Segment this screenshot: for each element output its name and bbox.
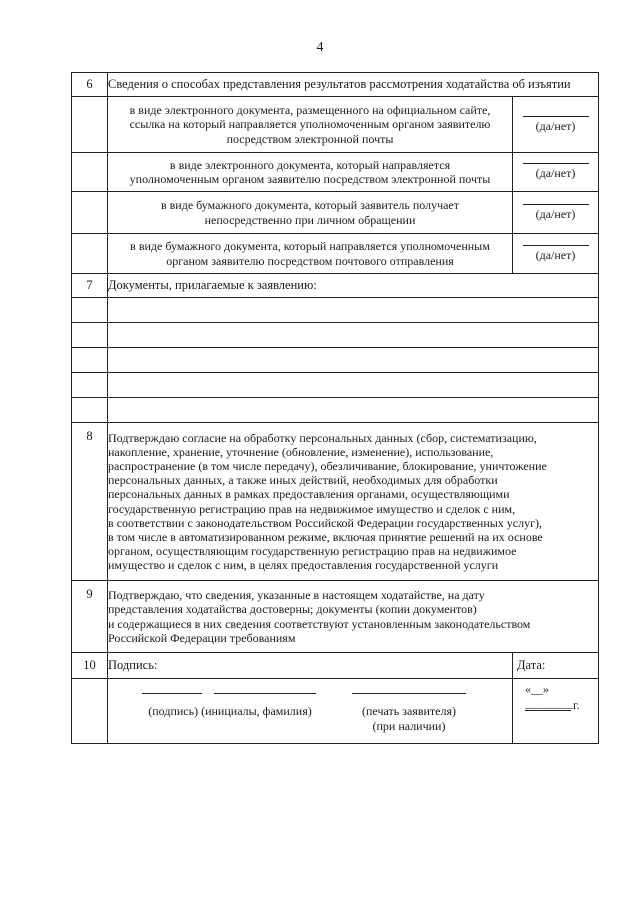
row-6-number: 6	[72, 73, 108, 97]
row-9-number: 9	[72, 581, 108, 653]
delivery-option-1-text	[108, 97, 513, 153]
row-10-signature-area	[72, 679, 599, 744]
consent-line: государственную регистрацию прав на недвижимое имущество и сделок с ним,	[108, 501, 516, 516]
application-form-table	[71, 72, 599, 744]
delivery-option-1	[72, 97, 599, 153]
signature-label: Подпись:	[108, 653, 513, 679]
signature-line[interactable]	[142, 693, 202, 694]
stamp-line	[352, 693, 466, 694]
attached-document-row	[72, 348, 599, 373]
yes-no-caption: (да/нет)	[535, 206, 576, 221]
delivery-option-4	[72, 234, 599, 274]
option-line: в виде электронного документа, который направляется	[169, 157, 451, 172]
consent-line: накопление, хранение, уточнение (обновление, изменение), использование,	[108, 444, 494, 459]
delivery-option-1-answer[interactable]	[513, 97, 599, 153]
delivery-option-3-answer[interactable]	[513, 192, 599, 234]
consent-line: органом, осуществляющим государственную регистрацию прав на недвижимое	[108, 543, 517, 558]
row-6-title: Сведения о способах представления результатов рассмотрения ходатайства об изъятии	[108, 73, 599, 97]
confirmation-line: и содержащиеся в них сведения соответствуют установленным законодательством	[108, 616, 531, 631]
delivery-option-3-text	[108, 192, 513, 234]
option-line: в виде бумажного документа, который заявитель получает	[160, 198, 460, 213]
row-6-heading	[72, 73, 599, 97]
signature-block	[108, 679, 513, 744]
row-10-spacer	[72, 679, 108, 744]
attached-document-field[interactable]	[108, 398, 599, 423]
confirmation-line: Российской Федерации требованиям	[108, 630, 296, 645]
row-7-title: Документы, прилагаемые к заявлению:	[108, 274, 599, 298]
yes-no-caption: (да/нет)	[535, 166, 576, 181]
signature-caption: (подпись) (инициалы, фамилия)	[148, 704, 312, 718]
year-suffix: г.	[573, 698, 580, 712]
answer-blank-line	[523, 245, 589, 246]
consent-line: Подтверждаю согласие на обработку персональных данных (сбор, систематизацию,	[108, 430, 537, 445]
consent-line: в соответствии с законодательством Российской Федерации государственных услуг),	[108, 515, 543, 530]
option-line: органом заявителю посредством почтового отправления	[166, 253, 454, 268]
row-10-number: 10	[72, 653, 108, 679]
initials-surname-line[interactable]	[214, 693, 316, 694]
option-line: в виде электронного документа, размещенного на официальном сайте,	[129, 103, 491, 118]
row-8-consent	[72, 423, 599, 581]
delivery-option-2	[72, 153, 599, 192]
delivery-option-3	[72, 192, 599, 234]
option-line: уполномоченным органом заявителю посредством электронной почты	[129, 172, 491, 186]
option-line: посредством электронной почты	[226, 131, 394, 146]
row-8-number: 8	[72, 423, 108, 581]
delivery-option-4-text	[108, 234, 513, 274]
personal-data-consent-text	[108, 423, 599, 581]
date-day-month-field[interactable]: «__» ________	[525, 682, 573, 711]
accuracy-confirmation-text	[108, 581, 599, 653]
option-line: непосредственно при личном обращении	[204, 212, 416, 227]
answer-blank-line	[523, 163, 589, 164]
consent-line: персональных данных в рамках предоставления органами, осуществляющими	[108, 487, 510, 502]
date-year-line[interactable]	[525, 710, 571, 711]
yes-no-caption: (да/нет)	[535, 247, 576, 262]
attached-document-field[interactable]	[108, 323, 599, 348]
date-label: Дата:	[513, 653, 599, 679]
option-line: ссылка на который направляется уполномоченным органом заявителю	[129, 117, 491, 132]
row-10-heading	[72, 653, 599, 679]
option-line: в виде бумажного документа, который направляется уполномоченным	[130, 239, 490, 254]
stamp-caption: (печать заявителя)	[362, 704, 456, 718]
row-9-confirmation	[72, 581, 599, 653]
attached-document-number	[72, 298, 108, 323]
row-6-spacer	[72, 192, 108, 234]
date-block[interactable]	[513, 679, 599, 744]
consent-line: персональных данных, а также иных действий, необходимых для обработки	[108, 473, 498, 488]
delivery-option-2-text	[108, 153, 513, 192]
confirmation-line: Подтверждаю, что сведения, указанные в настоящем ходатайстве, на дату	[108, 588, 485, 603]
stamp-caption-note: (при наличии)	[372, 719, 446, 733]
answer-blank-line	[523, 204, 589, 205]
row-6-spacer	[72, 234, 108, 274]
delivery-option-2-answer[interactable]	[513, 153, 599, 192]
attached-document-field[interactable]	[108, 298, 599, 323]
attached-document-number	[72, 323, 108, 348]
delivery-option-4-answer[interactable]	[513, 234, 599, 274]
row-6-spacer	[72, 97, 108, 153]
answer-blank-line	[523, 116, 589, 117]
attached-document-number	[72, 398, 108, 423]
row-7-heading	[72, 274, 599, 298]
attached-document-row	[72, 298, 599, 323]
consent-line: распространение (в том числе передачу), обезличивание, блокирование, уничтожение	[108, 459, 547, 474]
attached-document-row	[72, 323, 599, 348]
page-number: 4	[316, 40, 324, 55]
attached-document-field[interactable]	[108, 373, 599, 398]
row-7-number: 7	[72, 274, 108, 298]
attached-document-field[interactable]	[108, 348, 599, 373]
attached-document-row	[72, 373, 599, 398]
attached-document-row	[72, 398, 599, 423]
yes-no-caption: (да/нет)	[535, 118, 576, 133]
consent-line: имущество и сделок с ним, в целях предоставления государственной услуги	[108, 558, 499, 573]
attached-document-number	[72, 373, 108, 398]
row-6-spacer	[72, 153, 108, 192]
confirmation-line: представления ходатайства достоверны; документы (копии документов)	[108, 602, 477, 617]
consent-line: в том числе в автоматизированном режиме, включая принятие решений на их основе	[108, 529, 543, 544]
attached-document-number	[72, 348, 108, 373]
